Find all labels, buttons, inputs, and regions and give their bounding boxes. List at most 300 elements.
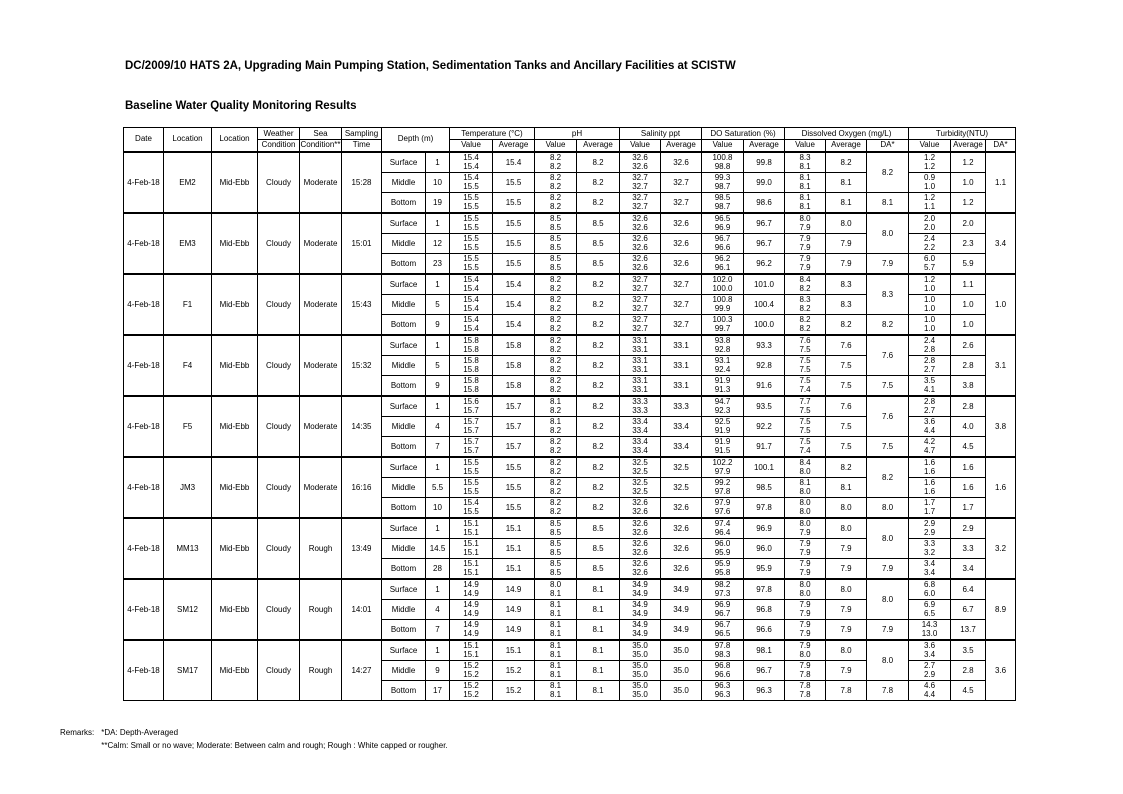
dissolved-oxygen-values-cell: 8.4 8.0 bbox=[785, 457, 826, 478]
ph-average-cell: 8.2 bbox=[577, 152, 620, 173]
salinity-values-cell: 32.7 32.7 bbox=[620, 314, 661, 335]
do-saturation-average-cell: 98.5 bbox=[744, 477, 785, 497]
turbidity-average-cell: 5.9 bbox=[951, 253, 986, 274]
col-header-turbidity: Turbidity(NTU) bbox=[909, 128, 1016, 140]
dissolved-oxygen-values-cell: 8.1 8.1 bbox=[785, 172, 826, 192]
salinity-values-cell: 33.4 33.4 bbox=[620, 436, 661, 457]
depth-value-cell: 1 bbox=[426, 152, 450, 173]
dissolved-oxygen-average-cell: 8.0 bbox=[826, 213, 867, 234]
temperature-average-cell: 15.1 bbox=[493, 518, 535, 539]
turbidity-values-cell: 1.2 1.1 bbox=[909, 192, 951, 213]
ph-average-cell: 8.5 bbox=[577, 233, 620, 253]
dissolved-oxygen-da-cell: 7.5 bbox=[867, 436, 909, 457]
sampling-time-cell: 15:43 bbox=[342, 274, 382, 335]
col-header-weather-line2: Condition bbox=[258, 140, 300, 152]
depth-level-cell: Surface bbox=[382, 396, 426, 417]
depth-level-cell: Bottom bbox=[382, 497, 426, 518]
depth-value-cell: 1 bbox=[426, 396, 450, 417]
depth-row bbox=[124, 213, 1016, 234]
depth-value-cell: 17 bbox=[426, 680, 450, 700]
turbidity-values-cell: 6.8 6.0 bbox=[909, 579, 951, 600]
weather-condition-cell: Cloudy bbox=[258, 579, 300, 640]
depth-level-cell: Surface bbox=[382, 579, 426, 600]
sampling-time-cell: 14:35 bbox=[342, 396, 382, 457]
col-header-salinity-value: Value bbox=[620, 140, 661, 152]
ph-values-cell: 8.2 8.2 bbox=[535, 274, 577, 295]
ph-average-cell: 8.1 bbox=[577, 680, 620, 700]
salinity-values-cell: 33.1 33.1 bbox=[620, 335, 661, 356]
do-saturation-values-cell: 94.7 92.3 bbox=[702, 396, 744, 417]
date-cell: 4-Feb-18 bbox=[124, 274, 164, 335]
salinity-average-cell: 33.4 bbox=[661, 436, 702, 457]
turbidity-average-cell: 1.6 bbox=[951, 457, 986, 478]
section-title: Baseline Water Quality Monitoring Results bbox=[125, 100, 357, 112]
turbidity-values-cell: 3.6 3.4 bbox=[909, 640, 951, 661]
sampling-time-cell: 13:49 bbox=[342, 518, 382, 579]
temperature-average-cell: 15.1 bbox=[493, 640, 535, 661]
dissolved-oxygen-values-cell: 7.9 7.9 bbox=[785, 233, 826, 253]
salinity-values-cell: 32.6 32.6 bbox=[620, 497, 661, 518]
salinity-average-cell: 32.6 bbox=[661, 253, 702, 274]
turbidity-values-cell: 3.6 4.4 bbox=[909, 416, 951, 436]
tide-state-cell: Mid-Ebb bbox=[212, 213, 258, 274]
dissolved-oxygen-average-cell: 8.1 bbox=[826, 192, 867, 213]
location-cell: JM3 bbox=[164, 457, 212, 518]
do-saturation-values-cell: 99.2 97.8 bbox=[702, 477, 744, 497]
do-saturation-values-cell: 102.2 97.9 bbox=[702, 457, 744, 478]
dissolved-oxygen-values-cell: 8.2 8.2 bbox=[785, 314, 826, 335]
turbidity-average-cell: 1.2 bbox=[951, 152, 986, 173]
ph-values-cell: 8.2 8.2 bbox=[535, 152, 577, 173]
table-header bbox=[124, 128, 1016, 152]
ph-average-cell: 8.2 bbox=[577, 274, 620, 295]
salinity-values-cell: 32.7 32.7 bbox=[620, 294, 661, 314]
weather-condition-cell: Cloudy bbox=[258, 213, 300, 274]
turbidity-values-cell: 6.0 5.7 bbox=[909, 253, 951, 274]
sampling-time-cell: 14:01 bbox=[342, 579, 382, 640]
ph-values-cell: 8.2 8.2 bbox=[535, 192, 577, 213]
temperature-average-cell: 15.4 bbox=[493, 294, 535, 314]
dissolved-oxygen-average-cell: 8.3 bbox=[826, 294, 867, 314]
dissolved-oxygen-average-cell: 7.6 bbox=[826, 396, 867, 417]
depth-row bbox=[124, 274, 1016, 295]
ph-average-cell: 8.1 bbox=[577, 660, 620, 680]
depth-level-cell: Surface bbox=[382, 640, 426, 661]
salinity-values-cell: 32.6 32.6 bbox=[620, 233, 661, 253]
sea-condition-cell: Moderate bbox=[300, 274, 342, 335]
do-saturation-values-cell: 96.7 96.5 bbox=[702, 619, 744, 640]
monitoring-results-table bbox=[123, 127, 1016, 701]
temperature-average-cell: 15.5 bbox=[493, 253, 535, 274]
salinity-values-cell: 32.7 32.7 bbox=[620, 172, 661, 192]
tide-state-cell: Mid-Ebb bbox=[212, 152, 258, 213]
temperature-values-cell: 15.8 15.8 bbox=[450, 355, 493, 375]
sea-condition-cell: Moderate bbox=[300, 457, 342, 518]
do-saturation-average-cell: 100.1 bbox=[744, 457, 785, 478]
depth-row bbox=[124, 457, 1016, 478]
weather-condition-cell: Cloudy bbox=[258, 518, 300, 579]
depth-level-cell: Bottom bbox=[382, 192, 426, 213]
ph-average-cell: 8.2 bbox=[577, 355, 620, 375]
depth-row bbox=[124, 152, 1016, 173]
do-saturation-average-cell: 98.6 bbox=[744, 192, 785, 213]
temperature-average-cell: 15.4 bbox=[493, 152, 535, 173]
col-header-dissolved-oxygen-value: Value bbox=[785, 140, 826, 152]
turbidity-average-cell: 13.7 bbox=[951, 619, 986, 640]
dissolved-oxygen-values-cell: 7.9 7.9 bbox=[785, 619, 826, 640]
depth-level-cell: Surface bbox=[382, 457, 426, 478]
ph-average-cell: 8.2 bbox=[577, 375, 620, 396]
location-cell: F1 bbox=[164, 274, 212, 335]
dissolved-oxygen-values-cell: 7.7 7.5 bbox=[785, 396, 826, 417]
do-saturation-values-cell: 99.3 98.7 bbox=[702, 172, 744, 192]
weather-condition-cell: Cloudy bbox=[258, 640, 300, 701]
depth-value-cell: 1 bbox=[426, 518, 450, 539]
turbidity-values-cell: 14.3 13.0 bbox=[909, 619, 951, 640]
document-title: DC/2009/10 HATS 2A, Upgrading Main Pumping Station, Sedimentation Tanks and Ancillary Facilities at SCISTW bbox=[125, 60, 736, 72]
turbidity-da-cell: 8.9 bbox=[986, 579, 1016, 640]
dissolved-oxygen-values-cell: 8.1 8.0 bbox=[785, 477, 826, 497]
dissolved-oxygen-average-cell: 8.3 bbox=[826, 274, 867, 295]
dissolved-oxygen-values-cell: 7.5 7.5 bbox=[785, 416, 826, 436]
location-cell: F4 bbox=[164, 335, 212, 396]
do-saturation-average-cell: 96.8 bbox=[744, 599, 785, 619]
weather-condition-cell: Cloudy bbox=[258, 457, 300, 518]
depth-level-cell: Middle bbox=[382, 477, 426, 497]
depth-level-cell: Middle bbox=[382, 416, 426, 436]
dissolved-oxygen-values-cell: 7.9 7.9 bbox=[785, 538, 826, 558]
depth-level-cell: Middle bbox=[382, 172, 426, 192]
salinity-values-cell: 35.0 35.0 bbox=[620, 680, 661, 700]
ph-average-cell: 8.5 bbox=[577, 518, 620, 539]
temperature-values-cell: 15.5 15.5 bbox=[450, 253, 493, 274]
do-saturation-values-cell: 91.9 91.5 bbox=[702, 436, 744, 457]
do-saturation-values-cell: 98.2 97.3 bbox=[702, 579, 744, 600]
depth-value-cell: 9 bbox=[426, 375, 450, 396]
ph-values-cell: 8.5 8.5 bbox=[535, 213, 577, 234]
do-saturation-values-cell: 96.3 96.3 bbox=[702, 680, 744, 700]
temperature-average-cell: 15.1 bbox=[493, 558, 535, 579]
turbidity-average-cell: 3.8 bbox=[951, 375, 986, 396]
col-header-depth: Depth (m) bbox=[382, 128, 450, 152]
ph-average-cell: 8.2 bbox=[577, 294, 620, 314]
col-header-do-saturation-average: Average bbox=[744, 140, 785, 152]
dissolved-oxygen-values-cell: 8.3 8.1 bbox=[785, 152, 826, 173]
temperature-values-cell: 15.4 15.4 bbox=[450, 294, 493, 314]
temperature-average-cell: 15.5 bbox=[493, 457, 535, 478]
do-saturation-average-cell: 96.2 bbox=[744, 253, 785, 274]
turbidity-average-cell: 1.7 bbox=[951, 497, 986, 518]
do-saturation-average-cell: 96.7 bbox=[744, 213, 785, 234]
ph-average-cell: 8.5 bbox=[577, 538, 620, 558]
turbidity-values-cell: 2.8 2.7 bbox=[909, 355, 951, 375]
dissolved-oxygen-average-cell: 8.1 bbox=[826, 172, 867, 192]
turbidity-average-cell: 2.6 bbox=[951, 335, 986, 356]
weather-condition-cell: Cloudy bbox=[258, 152, 300, 213]
dissolved-oxygen-values-cell: 8.0 7.9 bbox=[785, 213, 826, 234]
do-saturation-average-cell: 99.0 bbox=[744, 172, 785, 192]
salinity-values-cell: 32.7 32.7 bbox=[620, 192, 661, 213]
turbidity-values-cell: 1.7 1.7 bbox=[909, 497, 951, 518]
depth-level-cell: Middle bbox=[382, 294, 426, 314]
turbidity-da-cell: 3.6 bbox=[986, 640, 1016, 701]
do-saturation-values-cell: 100.8 98.8 bbox=[702, 152, 744, 173]
depth-row bbox=[124, 518, 1016, 539]
ph-average-cell: 8.2 bbox=[577, 457, 620, 478]
do-saturation-values-cell: 97.9 97.6 bbox=[702, 497, 744, 518]
do-saturation-values-cell: 91.9 91.3 bbox=[702, 375, 744, 396]
temperature-average-cell: 15.7 bbox=[493, 416, 535, 436]
salinity-average-cell: 32.6 bbox=[661, 558, 702, 579]
weather-condition-cell: Cloudy bbox=[258, 335, 300, 396]
location-cell: MM13 bbox=[164, 518, 212, 579]
remarks-lines bbox=[101, 727, 447, 752]
do-saturation-values-cell: 95.9 95.8 bbox=[702, 558, 744, 579]
do-saturation-average-cell: 97.8 bbox=[744, 579, 785, 600]
depth-value-cell: 7 bbox=[426, 436, 450, 457]
dissolved-oxygen-average-cell: 8.2 bbox=[826, 457, 867, 478]
tide-state-cell: Mid-Ebb bbox=[212, 640, 258, 701]
do-saturation-values-cell: 96.0 95.9 bbox=[702, 538, 744, 558]
do-saturation-values-cell: 93.8 92.8 bbox=[702, 335, 744, 356]
salinity-average-cell: 32.6 bbox=[661, 538, 702, 558]
sampling-time-cell: 15:28 bbox=[342, 152, 382, 213]
temperature-values-cell: 15.7 15.7 bbox=[450, 416, 493, 436]
do-saturation-average-cell: 93.3 bbox=[744, 335, 785, 356]
turbidity-average-cell: 2.8 bbox=[951, 396, 986, 417]
ph-average-cell: 8.5 bbox=[577, 253, 620, 274]
remark-sea-condition-definition: **Calm: Small or no wave; Moderate: Between calm and rough; Rough : White capped or rougher. bbox=[101, 740, 448, 750]
ph-average-cell: 8.2 bbox=[577, 335, 620, 356]
dissolved-oxygen-da-cell: 8.2 bbox=[867, 152, 909, 193]
sea-condition-cell: Rough bbox=[300, 518, 342, 579]
turbidity-values-cell: 2.9 2.9 bbox=[909, 518, 951, 539]
temperature-average-cell: 15.8 bbox=[493, 335, 535, 356]
depth-value-cell: 9 bbox=[426, 314, 450, 335]
temperature-average-cell: 14.9 bbox=[493, 579, 535, 600]
do-saturation-average-cell: 101.0 bbox=[744, 274, 785, 295]
temperature-values-cell: 15.4 15.4 bbox=[450, 152, 493, 173]
depth-value-cell: 1 bbox=[426, 213, 450, 234]
ph-values-cell: 8.2 8.2 bbox=[535, 436, 577, 457]
dissolved-oxygen-values-cell: 7.5 7.4 bbox=[785, 436, 826, 457]
ph-values-cell: 8.5 8.5 bbox=[535, 538, 577, 558]
turbidity-values-cell: 4.6 4.4 bbox=[909, 680, 951, 700]
dissolved-oxygen-values-cell: 8.4 8.2 bbox=[785, 274, 826, 295]
ph-values-cell: 8.1 8.1 bbox=[535, 619, 577, 640]
col-header-salinity-average: Average bbox=[661, 140, 702, 152]
turbidity-average-cell: 6.4 bbox=[951, 579, 986, 600]
depth-value-cell: 14.5 bbox=[426, 538, 450, 558]
ph-average-cell: 8.1 bbox=[577, 599, 620, 619]
depth-value-cell: 19 bbox=[426, 192, 450, 213]
do-saturation-average-cell: 91.6 bbox=[744, 375, 785, 396]
temperature-values-cell: 15.1 15.1 bbox=[450, 538, 493, 558]
turbidity-da-cell: 3.4 bbox=[986, 213, 1016, 274]
temperature-values-cell: 15.1 15.1 bbox=[450, 558, 493, 579]
dissolved-oxygen-average-cell: 7.5 bbox=[826, 436, 867, 457]
dissolved-oxygen-values-cell: 8.3 8.2 bbox=[785, 294, 826, 314]
col-header-dissolved-oxygen-da: DA* bbox=[867, 140, 909, 152]
ph-values-cell: 8.2 8.2 bbox=[535, 172, 577, 192]
salinity-average-cell: 32.7 bbox=[661, 172, 702, 192]
temperature-average-cell: 15.8 bbox=[493, 375, 535, 396]
temperature-average-cell: 15.7 bbox=[493, 396, 535, 417]
turbidity-values-cell: 3.4 3.4 bbox=[909, 558, 951, 579]
do-saturation-average-cell: 96.9 bbox=[744, 518, 785, 539]
depth-value-cell: 5 bbox=[426, 294, 450, 314]
do-saturation-average-cell: 97.8 bbox=[744, 497, 785, 518]
turbidity-average-cell: 6.7 bbox=[951, 599, 986, 619]
turbidity-average-cell: 1.1 bbox=[951, 274, 986, 295]
weather-condition-cell: Cloudy bbox=[258, 274, 300, 335]
do-saturation-values-cell: 96.7 96.6 bbox=[702, 233, 744, 253]
temperature-values-cell: 15.5 15.5 bbox=[450, 477, 493, 497]
depth-value-cell: 5 bbox=[426, 355, 450, 375]
turbidity-average-cell: 2.0 bbox=[951, 213, 986, 234]
do-saturation-values-cell: 97.4 96.4 bbox=[702, 518, 744, 539]
temperature-values-cell: 15.5 15.5 bbox=[450, 213, 493, 234]
do-saturation-values-cell: 100.3 99.7 bbox=[702, 314, 744, 335]
salinity-average-cell: 32.7 bbox=[661, 294, 702, 314]
ph-values-cell: 8.1 8.1 bbox=[535, 599, 577, 619]
dissolved-oxygen-da-cell: 7.9 bbox=[867, 619, 909, 640]
temperature-average-cell: 15.5 bbox=[493, 192, 535, 213]
salinity-average-cell: 32.7 bbox=[661, 314, 702, 335]
dissolved-oxygen-average-cell: 8.2 bbox=[826, 152, 867, 173]
col-header-sampling-line2: Time bbox=[342, 140, 382, 152]
turbidity-da-cell: 3.8 bbox=[986, 396, 1016, 457]
depth-value-cell: 23 bbox=[426, 253, 450, 274]
temperature-values-cell: 14.9 14.9 bbox=[450, 619, 493, 640]
ph-average-cell: 8.1 bbox=[577, 640, 620, 661]
temperature-values-cell: 15.4 15.4 bbox=[450, 314, 493, 335]
salinity-values-cell: 32.6 32.6 bbox=[620, 518, 661, 539]
do-saturation-values-cell: 96.2 96.1 bbox=[702, 253, 744, 274]
depth-level-cell: Middle bbox=[382, 660, 426, 680]
salinity-average-cell: 32.6 bbox=[661, 497, 702, 518]
turbidity-average-cell: 2.9 bbox=[951, 518, 986, 539]
ph-values-cell: 8.5 8.5 bbox=[535, 558, 577, 579]
temperature-average-cell: 15.4 bbox=[493, 274, 535, 295]
ph-average-cell: 8.1 bbox=[577, 619, 620, 640]
salinity-average-cell: 32.6 bbox=[661, 213, 702, 234]
remark-da-definition: *DA: Depth-Averaged bbox=[101, 728, 179, 737]
ph-average-cell: 8.2 bbox=[577, 416, 620, 436]
temperature-values-cell: 15.4 15.4 bbox=[450, 274, 493, 295]
dissolved-oxygen-da-cell: 8.2 bbox=[867, 314, 909, 335]
col-header-sampling-line1: Sampling bbox=[342, 128, 382, 140]
turbidity-values-cell: 1.6 1.6 bbox=[909, 457, 951, 478]
do-saturation-values-cell: 92.5 91.9 bbox=[702, 416, 744, 436]
depth-row bbox=[124, 579, 1016, 600]
col-header-temperature-value: Value bbox=[450, 140, 493, 152]
salinity-average-cell: 32.6 bbox=[661, 152, 702, 173]
depth-value-cell: 1 bbox=[426, 579, 450, 600]
dissolved-oxygen-values-cell: 8.1 8.1 bbox=[785, 192, 826, 213]
col-header-location2: Location bbox=[212, 128, 258, 152]
sea-condition-cell: Rough bbox=[300, 640, 342, 701]
turbidity-average-cell: 4.0 bbox=[951, 416, 986, 436]
temperature-values-cell: 15.8 15.8 bbox=[450, 335, 493, 356]
depth-value-cell: 10 bbox=[426, 172, 450, 192]
dissolved-oxygen-values-cell: 7.9 7.9 bbox=[785, 253, 826, 274]
ph-average-cell: 8.2 bbox=[577, 436, 620, 457]
salinity-average-cell: 32.5 bbox=[661, 477, 702, 497]
date-cell: 4-Feb-18 bbox=[124, 457, 164, 518]
depth-value-cell: 7 bbox=[426, 619, 450, 640]
dissolved-oxygen-values-cell: 7.5 7.4 bbox=[785, 375, 826, 396]
tide-state-cell: Mid-Ebb bbox=[212, 335, 258, 396]
dissolved-oxygen-da-cell: 8.0 bbox=[867, 518, 909, 559]
turbidity-average-cell: 2.3 bbox=[951, 233, 986, 253]
salinity-average-cell: 35.0 bbox=[661, 680, 702, 700]
ph-average-cell: 8.2 bbox=[577, 497, 620, 518]
dissolved-oxygen-da-cell: 7.8 bbox=[867, 680, 909, 700]
ph-values-cell: 8.2 8.2 bbox=[535, 497, 577, 518]
sea-condition-cell: Moderate bbox=[300, 335, 342, 396]
col-header-sea-line1: Sea bbox=[300, 128, 342, 140]
ph-values-cell: 8.5 8.5 bbox=[535, 253, 577, 274]
dissolved-oxygen-da-cell: 7.9 bbox=[867, 253, 909, 274]
depth-level-cell: Bottom bbox=[382, 314, 426, 335]
dissolved-oxygen-values-cell: 7.9 7.9 bbox=[785, 558, 826, 579]
do-saturation-average-cell: 100.0 bbox=[744, 314, 785, 335]
remarks-label: Remarks: bbox=[60, 728, 95, 737]
ph-values-cell: 8.1 8.1 bbox=[535, 680, 577, 700]
turbidity-average-cell: 3.5 bbox=[951, 640, 986, 661]
salinity-average-cell: 32.6 bbox=[661, 233, 702, 253]
dissolved-oxygen-da-cell: 8.3 bbox=[867, 274, 909, 315]
turbidity-values-cell: 1.2 1.2 bbox=[909, 152, 951, 173]
temperature-average-cell: 15.5 bbox=[493, 172, 535, 192]
do-saturation-average-cell: 99.8 bbox=[744, 152, 785, 173]
location-cell: SM17 bbox=[164, 640, 212, 701]
depth-level-cell: Middle bbox=[382, 355, 426, 375]
dissolved-oxygen-da-cell: 8.0 bbox=[867, 579, 909, 620]
temperature-values-cell: 15.2 15.2 bbox=[450, 680, 493, 700]
salinity-average-cell: 33.1 bbox=[661, 375, 702, 396]
col-header-do-saturation: DO Saturation (%) bbox=[702, 128, 785, 140]
temperature-values-cell: 15.5 15.5 bbox=[450, 192, 493, 213]
do-saturation-average-cell: 96.3 bbox=[744, 680, 785, 700]
salinity-values-cell: 33.1 33.1 bbox=[620, 375, 661, 396]
location-cell: EM3 bbox=[164, 213, 212, 274]
depth-value-cell: 12 bbox=[426, 233, 450, 253]
ph-values-cell: 8.1 8.1 bbox=[535, 640, 577, 661]
dissolved-oxygen-values-cell: 7.5 7.5 bbox=[785, 355, 826, 375]
turbidity-average-cell: 1.0 bbox=[951, 294, 986, 314]
location-cell: SM12 bbox=[164, 579, 212, 640]
ph-values-cell: 8.5 8.5 bbox=[535, 518, 577, 539]
temperature-average-cell: 15.5 bbox=[493, 233, 535, 253]
salinity-average-cell: 34.9 bbox=[661, 619, 702, 640]
ph-values-cell: 8.2 8.2 bbox=[535, 375, 577, 396]
dissolved-oxygen-values-cell: 8.0 7.9 bbox=[785, 518, 826, 539]
depth-value-cell: 1 bbox=[426, 274, 450, 295]
do-saturation-values-cell: 102.0 100.0 bbox=[702, 274, 744, 295]
salinity-average-cell: 35.0 bbox=[661, 660, 702, 680]
turbidity-values-cell: 2.4 2.2 bbox=[909, 233, 951, 253]
turbidity-values-cell: 3.5 4.1 bbox=[909, 375, 951, 396]
do-saturation-average-cell: 92.8 bbox=[744, 355, 785, 375]
tide-state-cell: Mid-Ebb bbox=[212, 396, 258, 457]
dissolved-oxygen-average-cell: 7.5 bbox=[826, 375, 867, 396]
depth-value-cell: 5.5 bbox=[426, 477, 450, 497]
depth-level-cell: Surface bbox=[382, 213, 426, 234]
dissolved-oxygen-values-cell: 7.9 7.8 bbox=[785, 660, 826, 680]
dissolved-oxygen-da-cell: 7.5 bbox=[867, 375, 909, 396]
